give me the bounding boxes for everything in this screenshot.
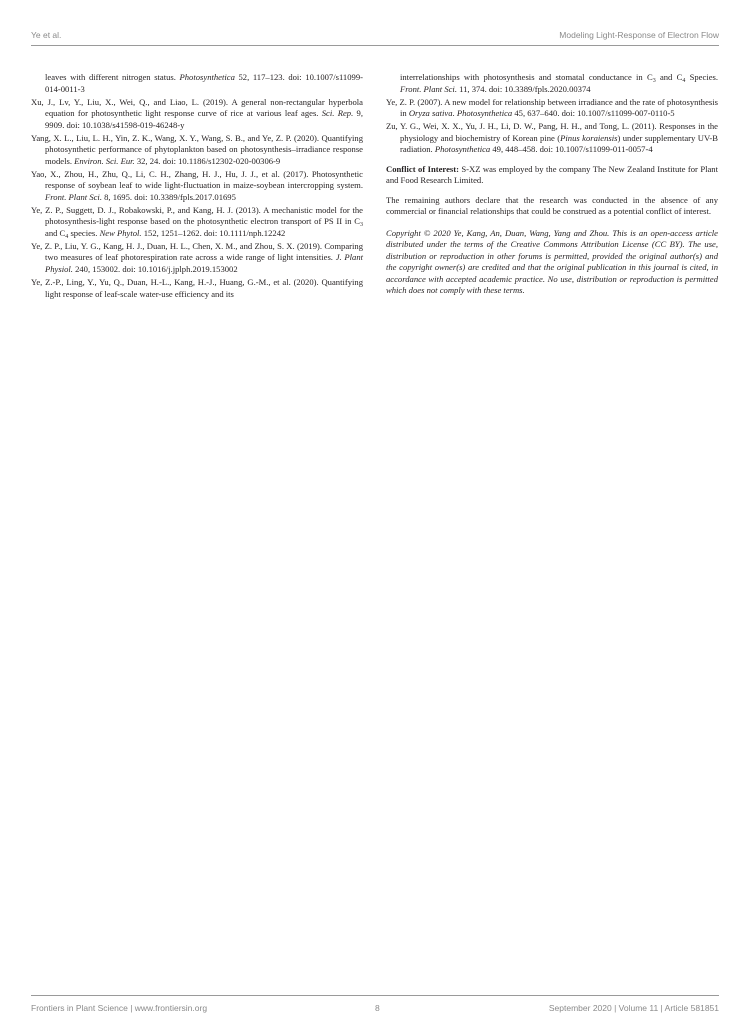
header-running-title: Modeling Light-Response of Electron Flow bbox=[559, 30, 719, 40]
reference-item: Xu, J., Lv, Y., Liu, X., Wei, Q., and Liao, L. (2019). A general non-rectangular hyperbola equation for photosynthetic light response curve of rice at various leaf ages. Sci. Rep. 9, 9909. doi: 10.1038/s41598-019-46248-y bbox=[31, 96, 363, 130]
remaining-authors-statement: The remaining authors declare that the research was conducted in the absence of any commercial or financial relationships that could be construed as a potential conflict of interest. bbox=[386, 194, 718, 217]
header-authors: Ye et al. bbox=[31, 30, 62, 40]
reference-item: Zu, Y. G., Wei, X. X., Yu, J. H., Li, D. W., Pang, H. H., and Tong, L. (2011). Responses in the physiology and biochemistry of Korean pine (Pinus koraiensis) under supplementary UV-B radiation. Photosynthetica 49, 448–458. doi: 10.1007/s11099-011-0057-4 bbox=[386, 121, 718, 155]
footer-issue: September 2020 | Volume 11 | Article 581851 bbox=[548, 1003, 719, 1013]
reference-item: Ye, Z.-P., Ling, Y., Yu, Q., Duan, H.-L., Kang, H.-J., Huang, G.-M., et al. (2020). Quantifying light response of leaf-scale water-use efficiency and its bbox=[31, 277, 363, 299]
page-footer bbox=[31, 1003, 719, 1015]
conflict-of-interest: Conflict of Interest: S-XZ was employed by the company The New Zealand Institute for Plant and Food Research Limited. bbox=[386, 163, 718, 186]
reference-item: Ye, Z. P., Suggett, D. J., Robakowski, P., and Kang, H. J. (2013). A mechanistic model for the photosynthesis-light response based on the photosynthetic electron transport of PS II in $C_3$ and $C_4$ species. New Phytol. 152, 1251–1262. doi: 10.1111/nph.12242 bbox=[31, 204, 363, 240]
page-number: 8 bbox=[375, 1003, 380, 1013]
conflict-label: Conflict of Interest: bbox=[386, 163, 459, 174]
right-column bbox=[386, 72, 718, 297]
reference-item: interrelationships with photosynthesis and stomatal conductance in $C_3$ and $C_4$ Species. Front. Plant Sci. 11, 374. doi: 10.3389/fpls.2020.00374 bbox=[400, 72, 718, 94]
footer-journal: Frontiers in Plant Science | www.frontiersin.org bbox=[31, 1003, 208, 1013]
copyright-notice: Copyright © 2020 Ye, Kang, An, Duan, Wang, Yang and Zhou. This is an open-access article distributed under the terms of the Creative Commons Attribution License (CC BY). The use, distribution or reproduction in other forums is permitted, provided the original author(s) and the copyright owner(s) are credited and that the original publication in this journal is cited, in accordance with accepted academic practice. No use, distribution or reproduction is permitted which does not comply with these terms. bbox=[386, 227, 718, 296]
footer-divider bbox=[31, 995, 719, 996]
left-column bbox=[31, 72, 363, 302]
header-divider bbox=[31, 45, 719, 46]
reference-item: Yao, X., Zhou, H., Zhu, Q., Li, C. H., Zhang, H. J., Hu, J. J., et al. (2017). Photosynthetic response of soybean leaf to wide light-fluctuation in maize-soybean intercropping system. Front. Plant Sci. 8, 1695. doi: 10.3389/fpls.2017.01695 bbox=[31, 168, 363, 202]
reference-item: Ye, Z. P., Liu, Y. G., Kang, H. J., Duan, H. L., Chen, X. M., and Zhou, S. X. (2019). Comparing two measures of leaf photorespiration rate across a wide range of light intensities. J. Plant Physiol. 240, 153002. doi: 10.1016/j.jplph.2019.153002 bbox=[31, 240, 364, 274]
page-header bbox=[31, 30, 719, 42]
reference-item: Yang, X. L., Liu, L. H., Yin, Z. K., Wang, X. Y., Wang, S. B., and Ye, Z. P. (2020). Quantifying photosynthetic performance of phytoplankton based on photosynthesis–irradiance response models. Environ. Sci. Eur. 32, 24. doi: 10.1186/s12302-020-00306-9 bbox=[31, 132, 363, 166]
reference-item: leaves with different nitrogen status. Photosynthetica 52, 117–123. doi: 10.1007/s11099-014-0011-3 bbox=[45, 72, 363, 94]
reference-item: Ye, Z. P. (2007). A new model for relationship between irradiance and the rate of photosynthesis in Oryza sativa. Photosynthetica 45, 637–640. doi: 10.1007/s11099-007-0110-5 bbox=[386, 96, 718, 119]
